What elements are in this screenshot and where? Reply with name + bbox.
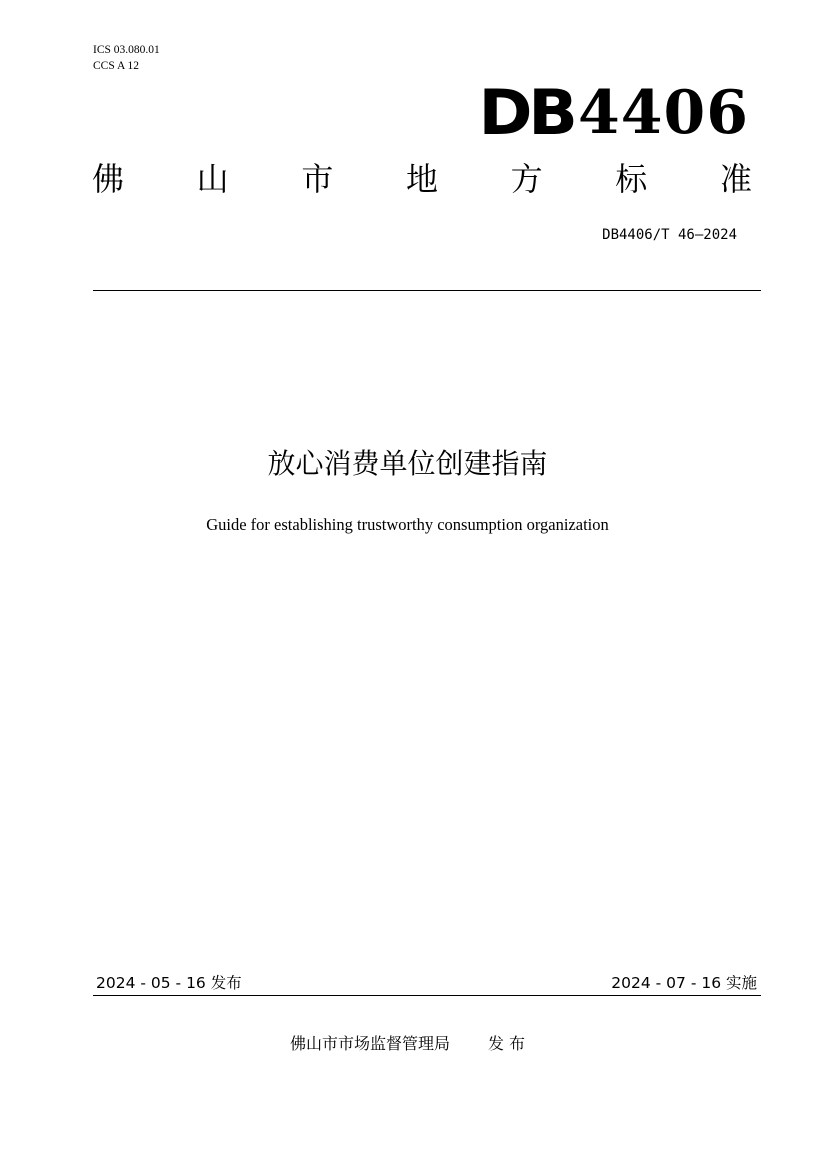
standard-number: DB4406/T 46—2024 — [602, 227, 737, 243]
standard-type-char: 佛 — [92, 160, 125, 198]
standard-type-char: 市 — [301, 160, 334, 198]
issue-date: 2024 - 05 - 16 发布 — [96, 974, 242, 992]
standard-type-char: 地 — [405, 160, 438, 198]
publisher-name: 佛山市市场监督管理局 — [289, 1034, 450, 1053]
db-letters: DB — [478, 76, 574, 149]
document-title: 放心消费单位创建指南 — [267, 447, 548, 480]
db-region-code: 4406 — [578, 78, 749, 148]
publisher-line — [0, 1033, 815, 1055]
standard-type-char: 方 — [510, 160, 543, 198]
standard-type-char: 山 — [196, 160, 229, 198]
classification-codes — [93, 42, 160, 74]
header-divider — [93, 290, 761, 291]
footer-divider — [93, 995, 761, 996]
db-logo — [478, 76, 749, 149]
implementation-date: 2024 - 07 - 16 实施 — [611, 974, 757, 992]
standard-type-char: 准 — [719, 160, 752, 198]
standard-type-char: 标 — [615, 160, 648, 198]
ccs-code: CCS A 12 — [93, 60, 140, 72]
publisher-action: 发 布 — [487, 1034, 526, 1053]
document-title-english: Guide for establishing trustworthy consumption organization — [206, 515, 609, 534]
standard-type-heading — [92, 156, 752, 202]
ics-code: ICS 03.080.01 — [93, 44, 160, 56]
